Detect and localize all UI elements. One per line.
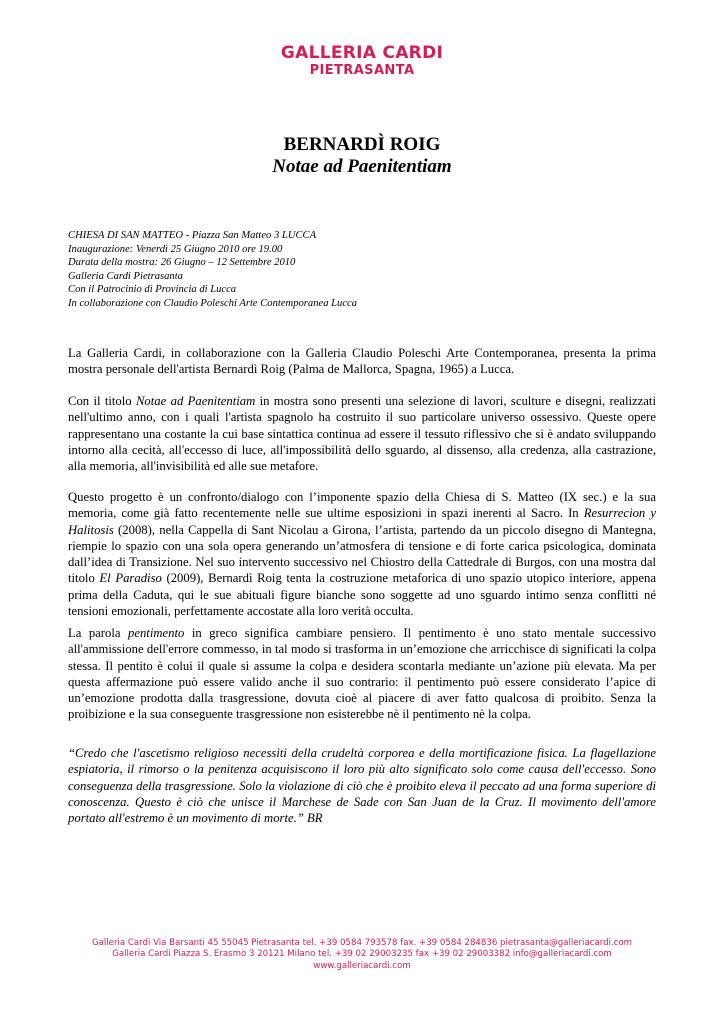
paragraph-pentimento (68, 625, 656, 723)
p2-text-end: in mostra sono presenti una selezione di lavori, sculture e disegni, realizzati nell'ultimo anno, con i quali l'artista spagnolo ha costruito il suo particolare universo ossessivo. Queste opere rappresentano una costante la cui base sintattica continua ad essere il tessuto riflessivo che si è andato sviluppando intorno alla cecità, all'eccesso di luce, all'impossibilità dello sguardo, al dissenso, alla credenza, alla castrazione, alla memoria, all'invisibilità ed alle sue metafore. (68, 394, 656, 474)
paragraph-intro (68, 345, 656, 378)
artist-quote-text: “Credo che l'ascetismo religioso necessiti della crudeltà corporea e della mortificazione fisica. La flagellazione espiatoria, il rimorso o la penitenza acquisiscono il loro più alto significato solo come causa dell'eccesso. Sono conseguenza della trasgressione. Solo la violazione di ciò che è proibito eleva il peccato ad una forma superiore di conoscenza. Questo è ciò che unisce il Marchese de Sade con San Juan de la Cruz. Il movimento dell'amore portato all'estremo è un movimento di morte.” BR (68, 746, 656, 826)
info-duration: Durata della mostra: 26 Giugno – 12 Settembre 2010 (68, 257, 296, 269)
p3-text-start: Questo progetto è un confronto/dialogo con l’imponente spazio della Chiesa di S. Matteo (IX sec.) e la sua memoria, come già fatto recentemente nelle sue ultime esposizioni in spazi inerenti al Sacro. In (68, 490, 656, 521)
exhibition-info (68, 229, 357, 311)
gallery-name: GALLERIA CARDI (280, 43, 444, 63)
p3-text-end: (2009), Bernardì Roig tenta la costruzione metaforica di uno spazio utopico interiore, appena prima della Caduta, qui le sue abituali figure bianche sono soggette ad uno sguardo intimo senza conflitti né tensioni emozionali, perfettamente accostate alla loro verità occulta. (68, 571, 656, 619)
show-title: Notae ad Paenitentiam (272, 156, 452, 177)
p4-text-end: in greco significa cambiare pensiero. Il pentimento è uno stato mentale successivo all'ammissione dell'errore commesso, in tal modo si trasforma in un’emozione che arricchisce di significati la colpa stessa. Il pentito è colui il quale si assume la colpa e desidera scontarla mediante un’azione più elevata. Ma per questa affermazione può essere valido anche il suo contrario: il pentimento può essere considerato l’apice di un’emozione prodotta dalla trasgressione, dovuta cioè al piacere di aver fatto qualcosa di proibito. Senza la proibizione e la sua conseguente trasgressione non esisterebbe nè il pentimento nè la colpa. (68, 626, 656, 722)
info-opening: Inaugurazione: Venerdì 25 Giugno 2010 ore 19.00 (68, 243, 283, 255)
gallery-city: PIETRASANTA (309, 63, 415, 78)
paragraph-title (68, 393, 656, 474)
p3-italic-work-2: El Paradiso (99, 571, 162, 586)
info-collaboration: In collaborazione con Claudio Poleschi Arte Contemporanea Lucca (68, 297, 358, 309)
footer-milano: Galleria Cardi Piazza S. Erasmo 3 20121 Milano tel. +39 02 29003235 fax +39 02 29003382 info@galleriacardi.com (112, 949, 612, 960)
info-organizer: Galleria Cardi Pietrasanta (68, 270, 183, 282)
artist-name: BERNARDÌ ROIG (283, 134, 441, 155)
p2-text-start: Con il titolo (68, 394, 136, 408)
exhibition-title (0, 134, 724, 178)
p4-text-start: La parola (68, 626, 128, 640)
gallery-footer (0, 938, 724, 972)
p2-italic-title: Notae ad Paenitentiam (135, 394, 256, 408)
artist-quote (68, 745, 656, 826)
paragraph-project (68, 489, 656, 619)
p4-italic-word: pentimento (127, 626, 185, 640)
paragraph-intro-text: La Galleria Cardi, in collaborazione con la Galleria Claudio Poleschi Arte Contemporanea, presenta la prima mostra personale dell'artista Bernardì Roig (Palma de Mallorca, Spagna, 1965) a Lucca. (68, 346, 656, 377)
info-patronage: Con il Patrocinio di Provincia di Lucca (68, 284, 237, 296)
info-venue: CHIESA DI SAN MATTEO - Piazza San Matteo 3 LUCCA (68, 230, 317, 241)
gallery-header (0, 43, 724, 79)
p3-text-middle: (2008), nella Cappella di Sant Nicolau a Girona, l’artista, partendo da un piccolo disegno di Mantegna, riempie lo spazio con una sola opera generando un’atmosfera di tensione e di forte carica psicologica, dominata dall’idea di Transizione. Nel suo intervento successivo nel Chiostro della Cattedrale di Burgos, con una mostra dal titolo (68, 522, 656, 586)
footer-website: www.galleriacardi.com (313, 960, 411, 971)
footer-pietrasanta: Galleria Cardi Via Barsanti 45 55045 Pietrasanta tel. +39 0584 793578 fax. +39 0584 284836 pietrasanta@galleriacardi.com (91, 938, 633, 948)
p3-italic-work-1: Resurrecion y Halitosis (68, 506, 656, 537)
